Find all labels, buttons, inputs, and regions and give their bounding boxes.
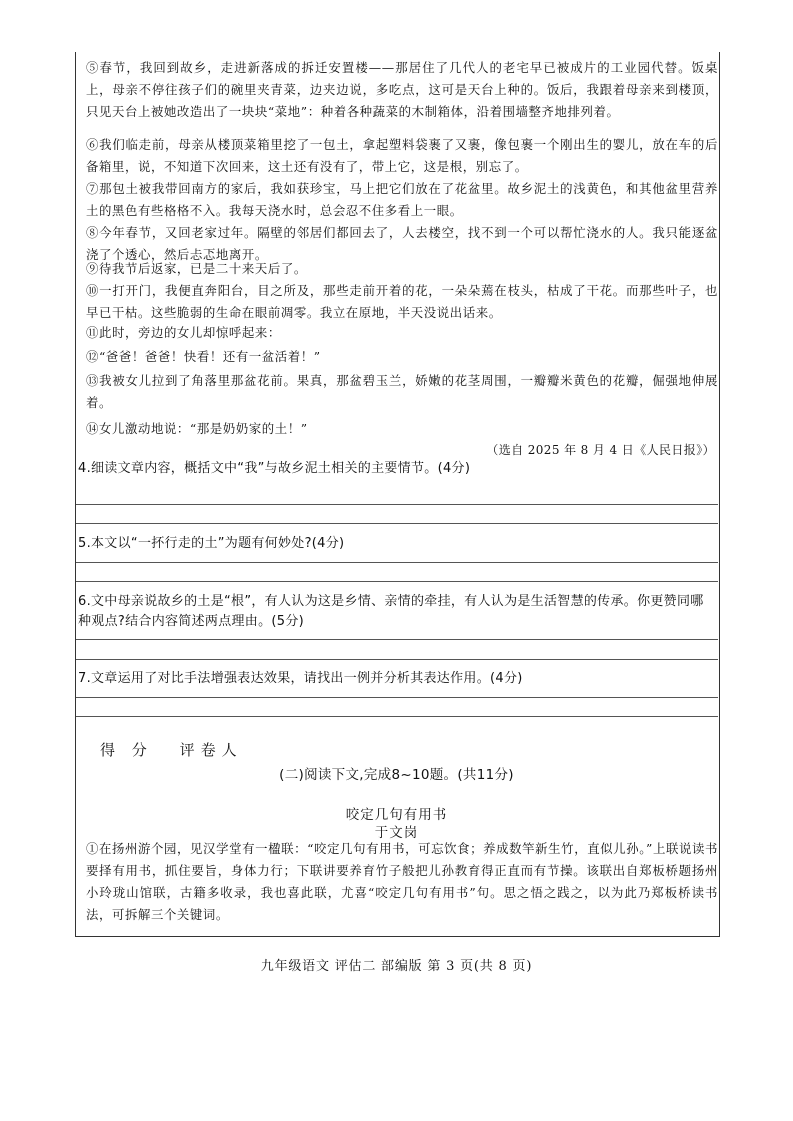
question-4: 4.细读文章内容，概括文中“我”与故乡泥土相关的主要情节。(4分) <box>78 461 471 476</box>
paragraph-8: ⑧今年春节，又回老家过年。隔壁的邻居们都回去了，人去楼空，找不到一个可以帮忙浇水的人。我只能逐盆浇了个透心，然后忐忑地离开。 <box>86 225 718 262</box>
passage-source: （选自 2025 年 8 月 4 日《人民日报》） <box>486 443 715 457</box>
paragraph-12: ⑫“爸爸！爸爸！快看！还有一盆活着！” <box>86 349 321 364</box>
answer-line <box>76 504 718 505</box>
answer-line <box>76 581 718 582</box>
grader-label: 评卷人 <box>179 741 243 759</box>
score-box <box>100 739 259 760</box>
answer-line <box>76 523 718 524</box>
paragraph-14: ⑭女儿激动地说：“那是奶奶家的土！” <box>86 421 308 436</box>
question-5: 5.本文以“一抔行走的土”为题有何妙处?(4分) <box>78 536 345 551</box>
question-6: 6.文中母亲说故乡的土是“根”，有人认为这是乡情、亲情的牵挂，有人认为是生活智慧的传承。你更赞同哪种观点?结合内容简述两点理由。(5分) <box>78 594 704 629</box>
paragraph-6: ⑥我们临走前，母亲从楼顶菜箱里挖了一包土，拿起塑料袋裹了又裹，像包裹一个刚出生的婴儿，放在车的后备箱里，说，不知道下次回来，这土还有没有了，带上它，这是根，别忘了。 <box>86 137 718 174</box>
paragraph-7: ⑦那包土被我带回南方的家后，我如获珍宝，马上把它们放在了花盆里。故乡泥土的浅黄色，和其他盆里营养土的黑色有些格格不入。我每天浇水时，总会忍不住多看上一眼。 <box>86 181 718 218</box>
score-label: 得 分 <box>100 741 153 759</box>
answer-line <box>76 716 718 717</box>
paragraph-13: ⑬我被女儿拉到了角落里那盆花前。果真，那盆碧玉兰，娇嫩的花茎周围，一瓣瓣米黄色的花瓣，倔强地伸展着。 <box>86 373 718 410</box>
paragraph-10: ⑩一打开门，我便直奔阳台，目之所及，那些走前开着的花，一朵朵蔫在枝头，枯成了干花。而那些叶子，也早已干枯。这些脆弱的生命在眼前凋零。我立在原地，半天没说出话来。 <box>86 283 718 320</box>
paragraph-5: ⑤春节，我回到故乡，走进新落成的拆迁安置楼——那居住了几代人的老宅早已被成片的工业园代替。饭桌上，母亲不停往孩子们的碗里夹青菜，边夹边说，多吃点，这可是天台上种的。饭后，我跟着母亲来到楼顶，只见天台上被她改造出了一块块“菜地”：种着各种蔬菜的木制箱体，沿着围墙整齐地排列着。 <box>86 60 718 119</box>
article-author: 于文岗 <box>374 825 419 841</box>
answer-line <box>76 697 718 698</box>
paragraph-11: ⑪此时，旁边的女儿却惊呼起来： <box>86 325 281 340</box>
answer-line <box>76 659 718 660</box>
answer-line <box>76 562 718 563</box>
section-heading: (二)阅读下文,完成8~10题。(共11分) <box>279 767 514 783</box>
page-footer: 九年级语文 评估二 部编版 第 3 页(共 8 页) <box>260 959 533 974</box>
question-7: 7.文章运用了对比手法增强表达效果，请找出一例并分析其表达作用。(4分) <box>78 671 523 686</box>
article-paragraph-1: ①在扬州游个园，见汉学堂有一楹联：“咬定几句有用书，可忘饮食；养成数竿新生竹，直似儿孙。”上联说读书要择有用书，抓住要旨，身体力行；下联讲要养育竹子般把儿孙教育得正直而有节操。该联出自郑板桥题扬州小玲珑山馆联，古籍多收录，我也喜此联，尤喜“咬定几句有用书”句。思之悟之践之，以为此乃郑板桥读书法，可拆解三个关键词。 <box>86 841 718 922</box>
answer-line <box>76 639 718 640</box>
paragraph-9: ⑨待我节后返家，已是二十来天后了。 <box>86 261 307 276</box>
article-title: 咬定几句有用书 <box>345 807 448 823</box>
